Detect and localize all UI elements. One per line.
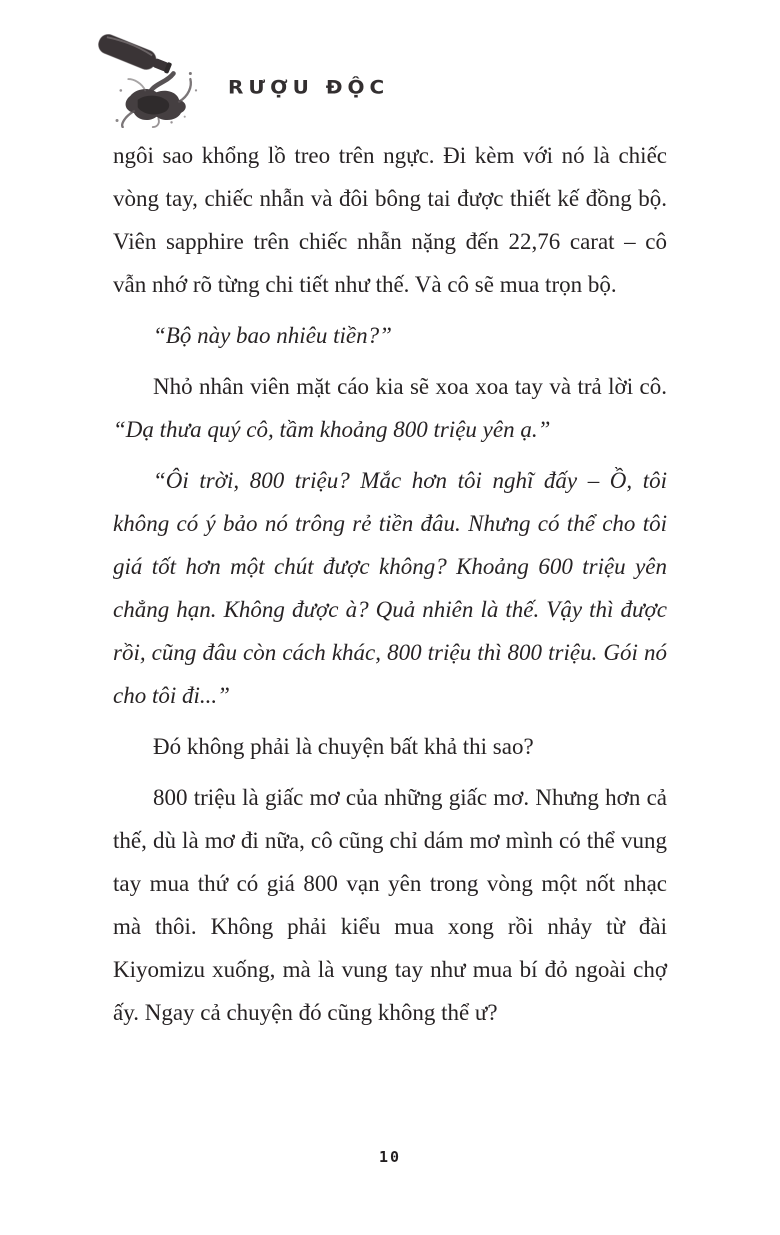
wine-bottle-pouring-ink-icon xyxy=(92,34,206,128)
text-run: “Dạ thưa quý cô, tầm khoảng 800 triệu yên ạ.” xyxy=(113,417,551,442)
paragraph xyxy=(113,314,667,357)
chapter-header xyxy=(92,34,667,128)
page-title: RƯỢU ĐỘC xyxy=(228,75,390,99)
paragraph xyxy=(113,134,667,306)
text-block xyxy=(113,134,667,1042)
page-footer xyxy=(0,1148,780,1167)
paragraph xyxy=(113,776,667,1034)
paragraph xyxy=(113,365,667,451)
paragraph xyxy=(113,459,667,717)
text-run: ngôi sao khổng lồ treo trên ngực. Đi kèm với nó là chiếc vòng tay, chiếc nhẫn và đôi bông tai được thiết kế đồng bộ. Viên sapphire trên chiếc nhẫn nặng đến 22,76 carat – cô vẫn nhớ rõ từng chi tiết như thế. Và cô sẽ mua trọn bộ. xyxy=(113,143,667,297)
text-run: “Ôi trời, 800 triệu? Mắc hơn tôi nghĩ đấy – Ồ, tôi không có ý bảo nó trông rẻ tiền đâu. Nhưng có thể cho tôi giá tốt hơn một chút được không? Khoảng 600 triệu yên chẳng hạn. Không được à? Quả nhiên là thế. Vậy thì được rồi, cũng đâu còn cách khác, 800 triệu thì 800 triệu. Gói nó cho tôi đi...” xyxy=(113,468,667,708)
text-run: 800 triệu là giấc mơ của những giấc mơ. Nhưng hơn cả thế, dù là mơ đi nữa, cô cũng chỉ dám mơ mình có thể vung tay mua thứ có giá 800 vạn yên trong vòng một nốt nhạc mà thôi. Không phải kiểu mua xong rồi nhảy từ đài Kiyomizu xuống, mà là vung tay như mua bí đỏ ngoài chợ ấy. Ngay cả chuyện đó cũng không thể ư? xyxy=(113,785,667,1025)
text-run: Đó không phải là chuyện bất khả thi sao? xyxy=(153,734,534,759)
text-run: “Bộ này bao nhiêu tiền?” xyxy=(153,323,392,348)
paragraph xyxy=(113,725,667,768)
text-run: Nhỏ nhân viên mặt cáo kia sẽ xoa xoa tay và trả lời cô. xyxy=(153,374,667,399)
page-number-label: 10 xyxy=(378,1148,402,1166)
